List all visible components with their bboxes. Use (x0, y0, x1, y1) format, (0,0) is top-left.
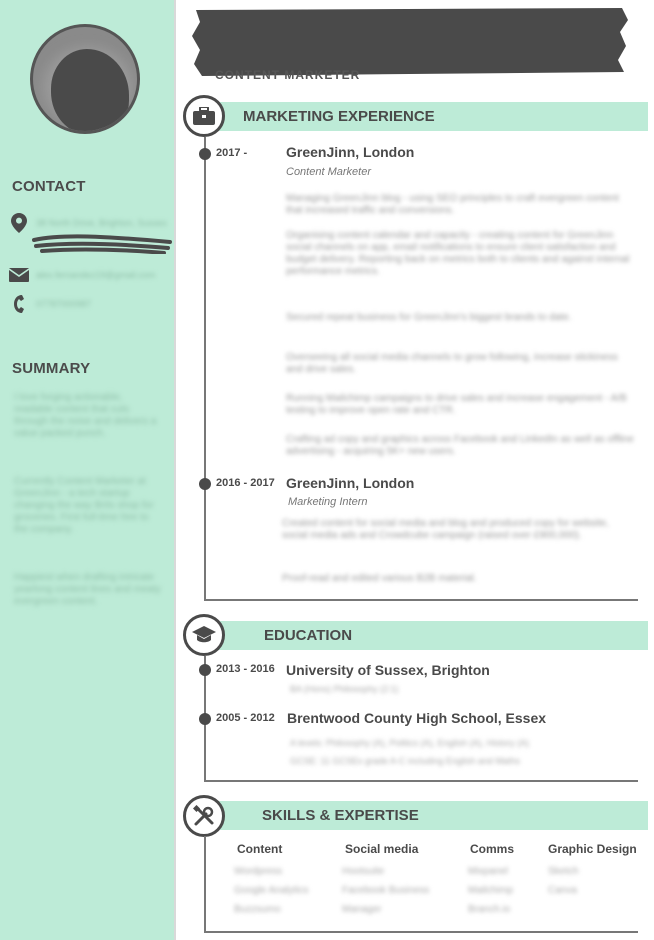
skill-item: Facebook Business (342, 885, 430, 896)
job-date: 2017 - (216, 147, 248, 159)
summary-paragraph: Happiest when drafting intricate yearlong content lines and meaty evergreen content. (14, 572, 161, 607)
name-redaction (190, 4, 630, 78)
skill-item: Mixpanel (468, 866, 509, 877)
job-employer: GreenJinn, London (286, 475, 415, 491)
skill-column-heading: Graphic Design (548, 842, 637, 856)
education-date: 2013 - 2016 (216, 663, 275, 675)
job-title: CONTENT MARKETER (215, 68, 361, 82)
envelope-icon (8, 264, 30, 286)
skill-column-heading: Content (237, 842, 283, 856)
experience-timeline-base (204, 599, 638, 601)
contact-heading: CONTACT (12, 178, 86, 195)
skill-column-heading: Social media (345, 842, 419, 856)
timeline-dot (199, 148, 211, 160)
location-pin-icon (8, 212, 30, 234)
skills-timeline-base (204, 931, 638, 933)
skill-item: Branch.io (468, 904, 511, 915)
job-bullet: Proof-read and edited various B2B material. (282, 573, 477, 584)
skill-item: Wordpress (234, 866, 283, 877)
summary-paragraph: Currently Content Marketer at GreenJinn - a tech startup changing the way Brits shop for groceries. First full-time hire to the company. (14, 476, 154, 535)
summary-heading: SUMMARY (12, 360, 91, 377)
contact-address-text: 38 North Drive, Brighton, Sussex (36, 218, 168, 228)
timeline-dot (199, 664, 211, 676)
job-bullet: Secured repeat business for GreenJinn's biggest brands to date. (286, 312, 572, 323)
skill-item: Mailchimp (468, 885, 514, 896)
experience-timeline (204, 137, 206, 601)
job-bullet: Crafting ad copy and graphics across Facebook and LinkedIn as well as offline advertising - acquiring 5K+ new users. (286, 434, 634, 457)
skills-title: SKILLS & EXPERTISE (262, 807, 419, 824)
job-role: Content Marketer (286, 166, 371, 178)
education-detail: BA (Hons) Philosophy (2:1) (290, 684, 399, 694)
skill-item: Buzzsumo (234, 904, 281, 915)
contact-email (8, 264, 155, 286)
job-date: 2016 - 2017 (216, 477, 275, 489)
address-redaction-scribble (32, 232, 172, 254)
job-bullet: Created content for social media and blog and produced copy for website, social media ads and Crowdcube campaign (raised over £900,000). (282, 518, 609, 541)
avatar (30, 24, 140, 134)
contact-email-text: alex.fernandez19@gmail.com (36, 270, 156, 280)
experience-title: MARKETING EXPERIENCE (243, 108, 435, 125)
contact-address (8, 212, 167, 234)
contact-phone-text: 07787000987 (36, 299, 92, 309)
phone-icon (8, 293, 30, 315)
sidebar (0, 0, 176, 940)
skill-item: Canva (548, 885, 577, 896)
contact-phone (8, 293, 91, 315)
tools-icon (183, 795, 225, 837)
job-employer: GreenJinn, London (286, 144, 415, 160)
skills-timeline (204, 836, 206, 933)
education-school: Brentwood County High School, Essex (287, 710, 547, 726)
briefcase-icon (183, 95, 225, 137)
skill-column-heading: Comms (470, 842, 515, 856)
job-bullet: Overseeing all social media channels to grow following, increase stickiness and drive sales. (286, 352, 618, 375)
summary-paragraph: I love forging actionable, readable content that cuts through the noise and delivers a value packed punch. (14, 392, 157, 439)
timeline-dot (199, 478, 211, 490)
education-title: EDUCATION (264, 627, 353, 644)
education-detail: A levels: Philosophy (A), Politics (A), English (A), History (A) (290, 738, 530, 748)
job-role: Marketing Intern (288, 496, 368, 508)
education-detail: GCSE: 11 GCSEs grade A-C including English and Maths (290, 756, 520, 766)
timeline-dot (199, 713, 211, 725)
education-timeline-base (204, 780, 638, 782)
job-bullet: Organising content calendar and capacity - creating content for GreenJinn social channels on app, email notifications to ensure client satisfaction and budget delivery. Reporting back on metrics both to clients and against internal performance metrics. (286, 230, 630, 277)
graduation-cap-icon (183, 614, 225, 656)
skill-item: Sketch (548, 866, 579, 877)
skill-item: Manager (342, 904, 382, 915)
job-bullet: Running Mailchimp campaigns to drive sales and increase engagement - A/B testing to improve open rate and CTR. (286, 393, 627, 416)
education-date: 2005 - 2012 (216, 712, 275, 724)
education-school: University of Sussex, Brighton (286, 662, 490, 678)
skill-item: Hootsuite (342, 866, 385, 877)
job-bullet: Managing GreenJinn blog - using SEO principles to craft evergreen content that increased traffic and conversions. (286, 193, 619, 216)
skill-item: Google Analytics (234, 885, 309, 896)
